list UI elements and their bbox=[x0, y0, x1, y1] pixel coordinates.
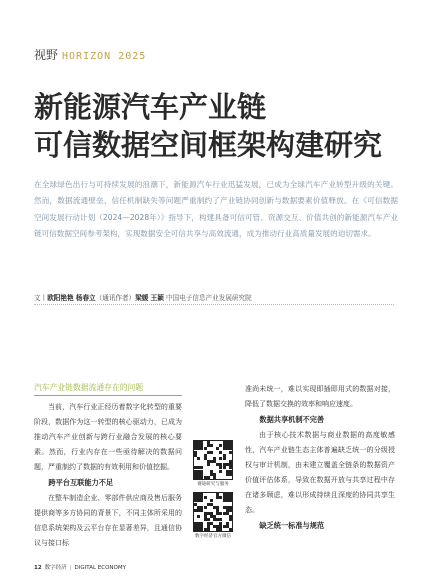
qr-module bbox=[213, 476, 216, 479]
qr-module bbox=[210, 451, 213, 454]
article-abstract: 在全球绿色出行与可持续发展的浪潮下，新能源汽车行业迅猛发展，已成为全球汽车产业转型升级的关键。然而，数据流通壁垒、信任机制缺失等问题严重制约了产业链协同创新与数据要素价值释放。在《可信数据空间发展行动计划（2024—2028年）》指导下，构建具备可信可管、资源交互、价值共创的新能源汽车产业链可信数据空间参考架构，实现数据安全可信共享与高效流通，成为推动行业高质量发展的迫切需求。 bbox=[34, 180, 398, 238]
qr-module bbox=[229, 499, 232, 502]
qr-module bbox=[223, 457, 226, 460]
title-line-1: 新能源汽车产业链 bbox=[34, 90, 267, 124]
section-heading: 汽车产业链数据流通存在的问题 bbox=[34, 382, 182, 396]
subheading: 跨平台互联能力不足 bbox=[48, 478, 114, 487]
qr-module bbox=[219, 528, 222, 531]
qr-module bbox=[229, 451, 232, 454]
qr-module bbox=[229, 518, 232, 521]
author-line bbox=[34, 292, 252, 302]
magazine-name: 数字经济 bbox=[44, 565, 67, 571]
body-paragraph: 当前，汽车行业正经历着数字化转型的重要阶段，数据作为这一转型的核心驱动力，已成为推动汽车产业创新与跨行业融合发展的核心要素。然而，行业内存在一些亟待解决的数据问题，严重制约了数据的有效利用和价值挖掘。 bbox=[34, 403, 182, 471]
qr-module bbox=[204, 496, 207, 499]
author-names-2: 梁媛 王颖 bbox=[135, 294, 164, 302]
qr-module bbox=[207, 528, 210, 531]
qr-module bbox=[197, 515, 200, 518]
section-label-cn: 视野 bbox=[34, 48, 59, 62]
section-header bbox=[34, 46, 146, 63]
divider bbox=[34, 304, 394, 305]
qr-module bbox=[207, 463, 210, 466]
body-paragraph: 在整车制造企业、零部件供应商及售后服务提供商等多方协同的背景下，不同主体所采用的信息系统架构及云平台存在显著差异，且通信协议与接口标 bbox=[34, 494, 182, 547]
title-line-2: 可信数据空间框架构建研究 bbox=[34, 128, 383, 162]
qr-module bbox=[229, 509, 232, 512]
author-note: （通讯作者） bbox=[95, 294, 136, 302]
qr-module bbox=[229, 528, 232, 531]
left-column bbox=[34, 382, 182, 551]
article-title bbox=[34, 88, 414, 164]
qr-module bbox=[200, 499, 203, 502]
page-number: 12 bbox=[34, 565, 42, 571]
page-footer: 12 数字经济 | DIGITAL ECONOMY bbox=[34, 565, 126, 571]
subheading: 数据共享机制不完善 bbox=[259, 415, 325, 424]
author-names: 欧阳艳艳 杨春立 bbox=[47, 294, 96, 302]
qr-module bbox=[204, 506, 207, 509]
right-column bbox=[245, 382, 395, 534]
author-org: 中国电子信息产业发展研究院 bbox=[165, 294, 252, 302]
qr-label: 数字经济官方微信 bbox=[195, 534, 231, 539]
section-label-en: HORIZON 2025 bbox=[62, 51, 147, 62]
qr-code-icon bbox=[193, 440, 233, 480]
qr-code-icon bbox=[193, 492, 233, 532]
qr-module bbox=[229, 473, 232, 476]
qr-codes bbox=[193, 440, 233, 544]
qr-module bbox=[210, 444, 213, 447]
subheading: 缺乏统一标准与规范 bbox=[259, 521, 325, 530]
magazine-name-en: DIGITAL ECONOMY bbox=[74, 565, 126, 571]
qr-module bbox=[207, 476, 210, 479]
qr-module bbox=[197, 457, 200, 460]
qr-module bbox=[219, 470, 222, 473]
body-paragraph: 由于核心技术数据与商业数据的高度敏感性，汽车产业链生态主体普遍缺乏统一的分级授权与审计机制，由未建立覆盖全链条的数据资产价值评估体系，导致在数据开放与共享过程中存在诸多顾虑，难以形成持续且深度的协同共享生态。 bbox=[245, 431, 395, 514]
qr-label: 赛迪研究与服务 bbox=[197, 482, 229, 487]
body-paragraph: 准尚未统一，难以实现即插即用式的数据对接，降低了数据交换的效率和响应速度。 bbox=[245, 385, 395, 408]
author-prefix: 文丨 bbox=[34, 294, 48, 302]
